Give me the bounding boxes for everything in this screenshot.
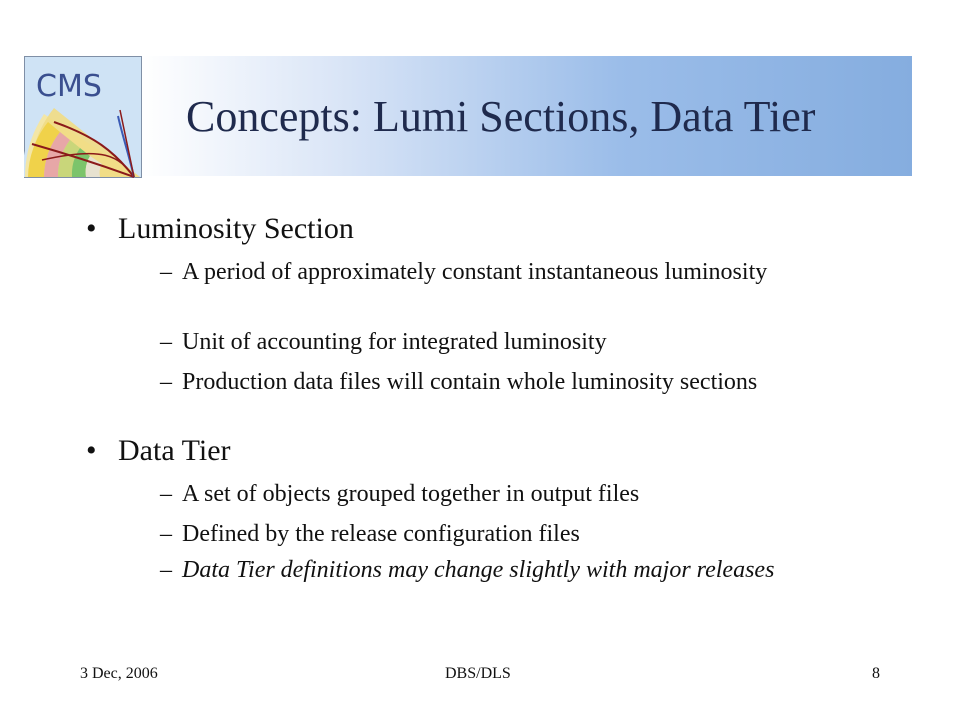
sub-item-definitions [160,558,860,583]
sub-dash: – [160,329,172,355]
footer-center: DBS/DLS [445,665,511,682]
sub-item-unit [160,330,860,355]
bullet-dot: • [86,212,97,245]
sub-item-text: Unit of accounting for integrated luminosity [182,329,607,355]
sub-item-defined [160,522,860,547]
sub-item-production [160,370,860,395]
footer-date: 3 Dec, 2006 [80,665,158,682]
bullet-heading: Luminosity Section [118,212,354,245]
sub-item-text: A period of approximately constant instantaneous luminosity [182,259,768,285]
sub-dash: – [160,521,172,547]
sub-item-text: A set of objects grouped together in output files [182,481,640,507]
slide-title: Concepts: Lumi Sections, Data Tier [186,92,816,141]
bullet-heading: Data Tier [118,434,231,467]
bullet-luminosity-section [86,212,354,246]
sub-dash: – [160,481,172,507]
sub-dash: – [160,557,172,583]
sub-item-objects [160,482,860,507]
cms-detector-logo-icon [24,56,144,180]
sub-item-period [160,260,860,285]
sub-item-text: Defined by the release configuration files [182,521,580,547]
cms-logo [24,56,144,180]
sub-item-text: Production data files will contain whole luminosity sections [182,369,758,395]
bullet-dot: • [86,434,97,467]
sub-dash: – [160,369,172,395]
bullet-data-tier [86,434,231,468]
footer-page-number: 8 [872,665,880,682]
cms-logo-text: CMS [36,69,102,104]
sub-dash: – [160,259,172,285]
sub-item-text: Data Tier definitions may change slightly with major releases [182,557,775,583]
